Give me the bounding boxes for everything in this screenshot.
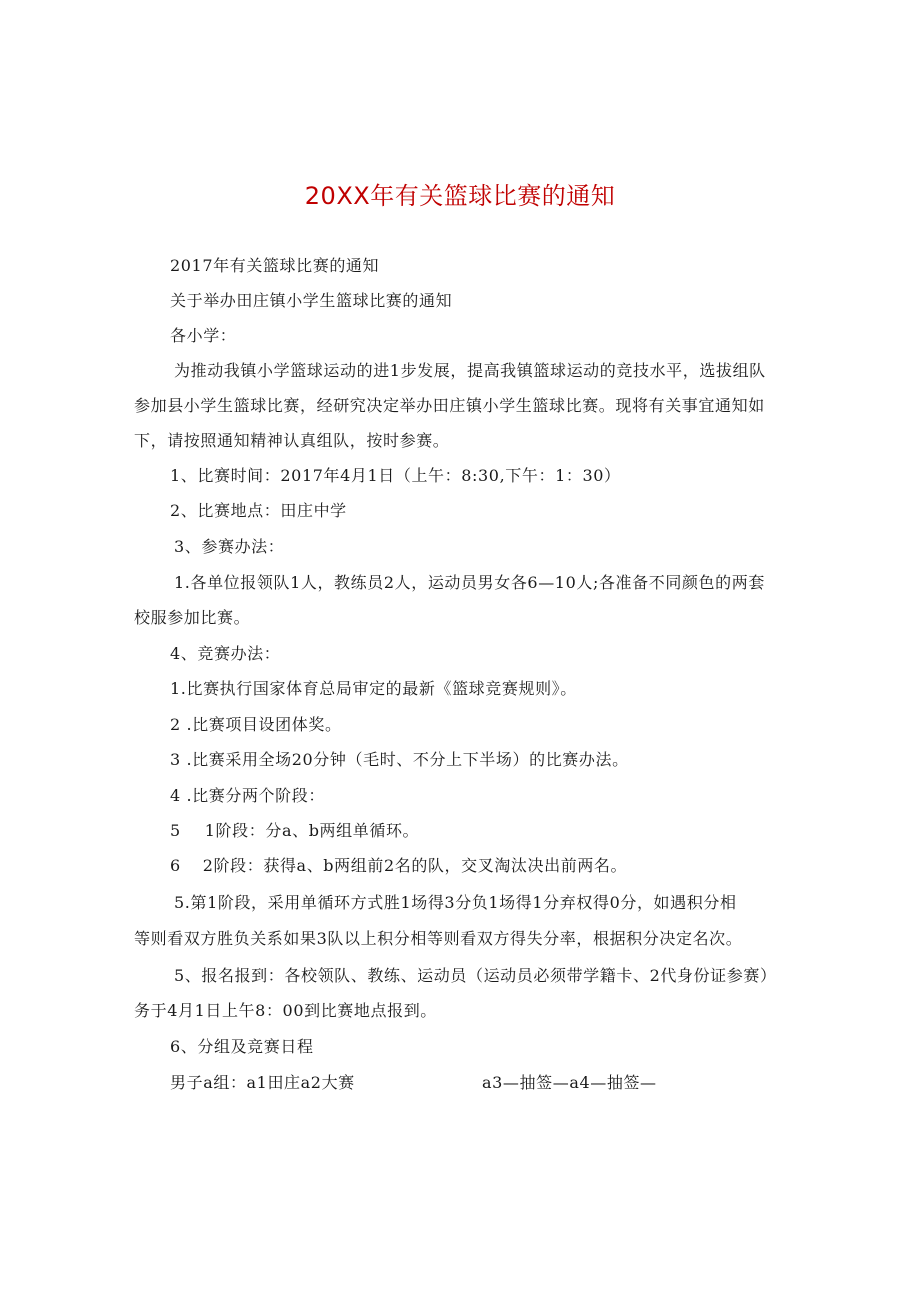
- stage-1-number: 5: [170, 821, 181, 840]
- participation-line-2: 校服参加比赛。: [134, 608, 251, 627]
- notice-heading: 关于举办田庄镇小学生篮球比赛的通知: [170, 291, 453, 310]
- competition-rule-4: 4 .比赛分两个阶段：: [170, 786, 325, 805]
- participation-line-1: 1.各单位报领队1人，教练员2人，运动员男女各6—10人;各准备不同颜色的两套: [174, 573, 765, 592]
- intro-paragraph-line-3: 下，请按照通知精神认真组队，按时参赛。: [134, 431, 450, 450]
- stage-2-text: 2阶段：获得a、b两组前2名的队，交叉淘汰决出前两名。: [202, 856, 628, 875]
- item-location: 2、比赛地点：田庄中学: [170, 501, 347, 520]
- competition-rule-3: 3 .比赛采用全场20分钟（毛时、不分上下半场）的比赛办法。: [170, 750, 629, 769]
- scoring-line-1: 5.第1阶段，采用单循环方式胜1场得3分负1场得1分弃权得0分，如遇积分相: [174, 893, 737, 912]
- salutation: 各小学：: [170, 326, 237, 345]
- scoring-line-2: 等则看双方胜负关系如果3队以上积分相等则看双方得失分率，根据积分决定名次。: [134, 929, 743, 948]
- group-a-right: a3—抽签—a4—抽签—: [482, 1073, 657, 1092]
- competition-rule-2: 2 .比赛项目设团体奖。: [170, 715, 342, 734]
- stage-1-line: [170, 821, 419, 841]
- item-time: 1、比赛时间：2017年4月1日（上午：8:30,下午：1：30）: [170, 466, 621, 485]
- stage-2-line: [170, 856, 627, 876]
- subtitle-line: 2017年有关篮球比赛的通知: [170, 256, 380, 275]
- item-competition-heading: 4、竞赛办法：: [170, 644, 281, 663]
- stage-2-number: 6: [170, 856, 181, 875]
- registration-line-1: 5、报名报到：各校领队、教练、运动员（运动员必须带学籍卡、2代身份证参赛）: [174, 966, 777, 985]
- intro-paragraph-line-1: 为推动我镇小学篮球运动的进1步发展，提高我镇篮球运动的竞技水平，选拔组队: [174, 361, 766, 380]
- intro-paragraph-line-2: 参加县小学生篮球比赛，经研究决定举办田庄镇小学生篮球比赛。现将有关事宜通知如: [134, 396, 765, 415]
- document-title: 20XX年有关篮球比赛的通知: [304, 182, 616, 210]
- stage-1-text: 1阶段：分a、b两组单循环。: [204, 821, 420, 840]
- item-participation-heading: 3、参赛办法：: [174, 537, 285, 556]
- registration-line-2: 务于4月1日上午8：00到比赛地点报到。: [134, 1001, 437, 1020]
- group-a-left: 男子a组：a1田庄a2大赛: [170, 1073, 355, 1092]
- schedule-heading: 6、分组及竞赛日程: [170, 1037, 314, 1056]
- competition-rule-1: 1.比赛执行国家体育总局审定的最新《篮球竞赛规则》。: [170, 679, 577, 698]
